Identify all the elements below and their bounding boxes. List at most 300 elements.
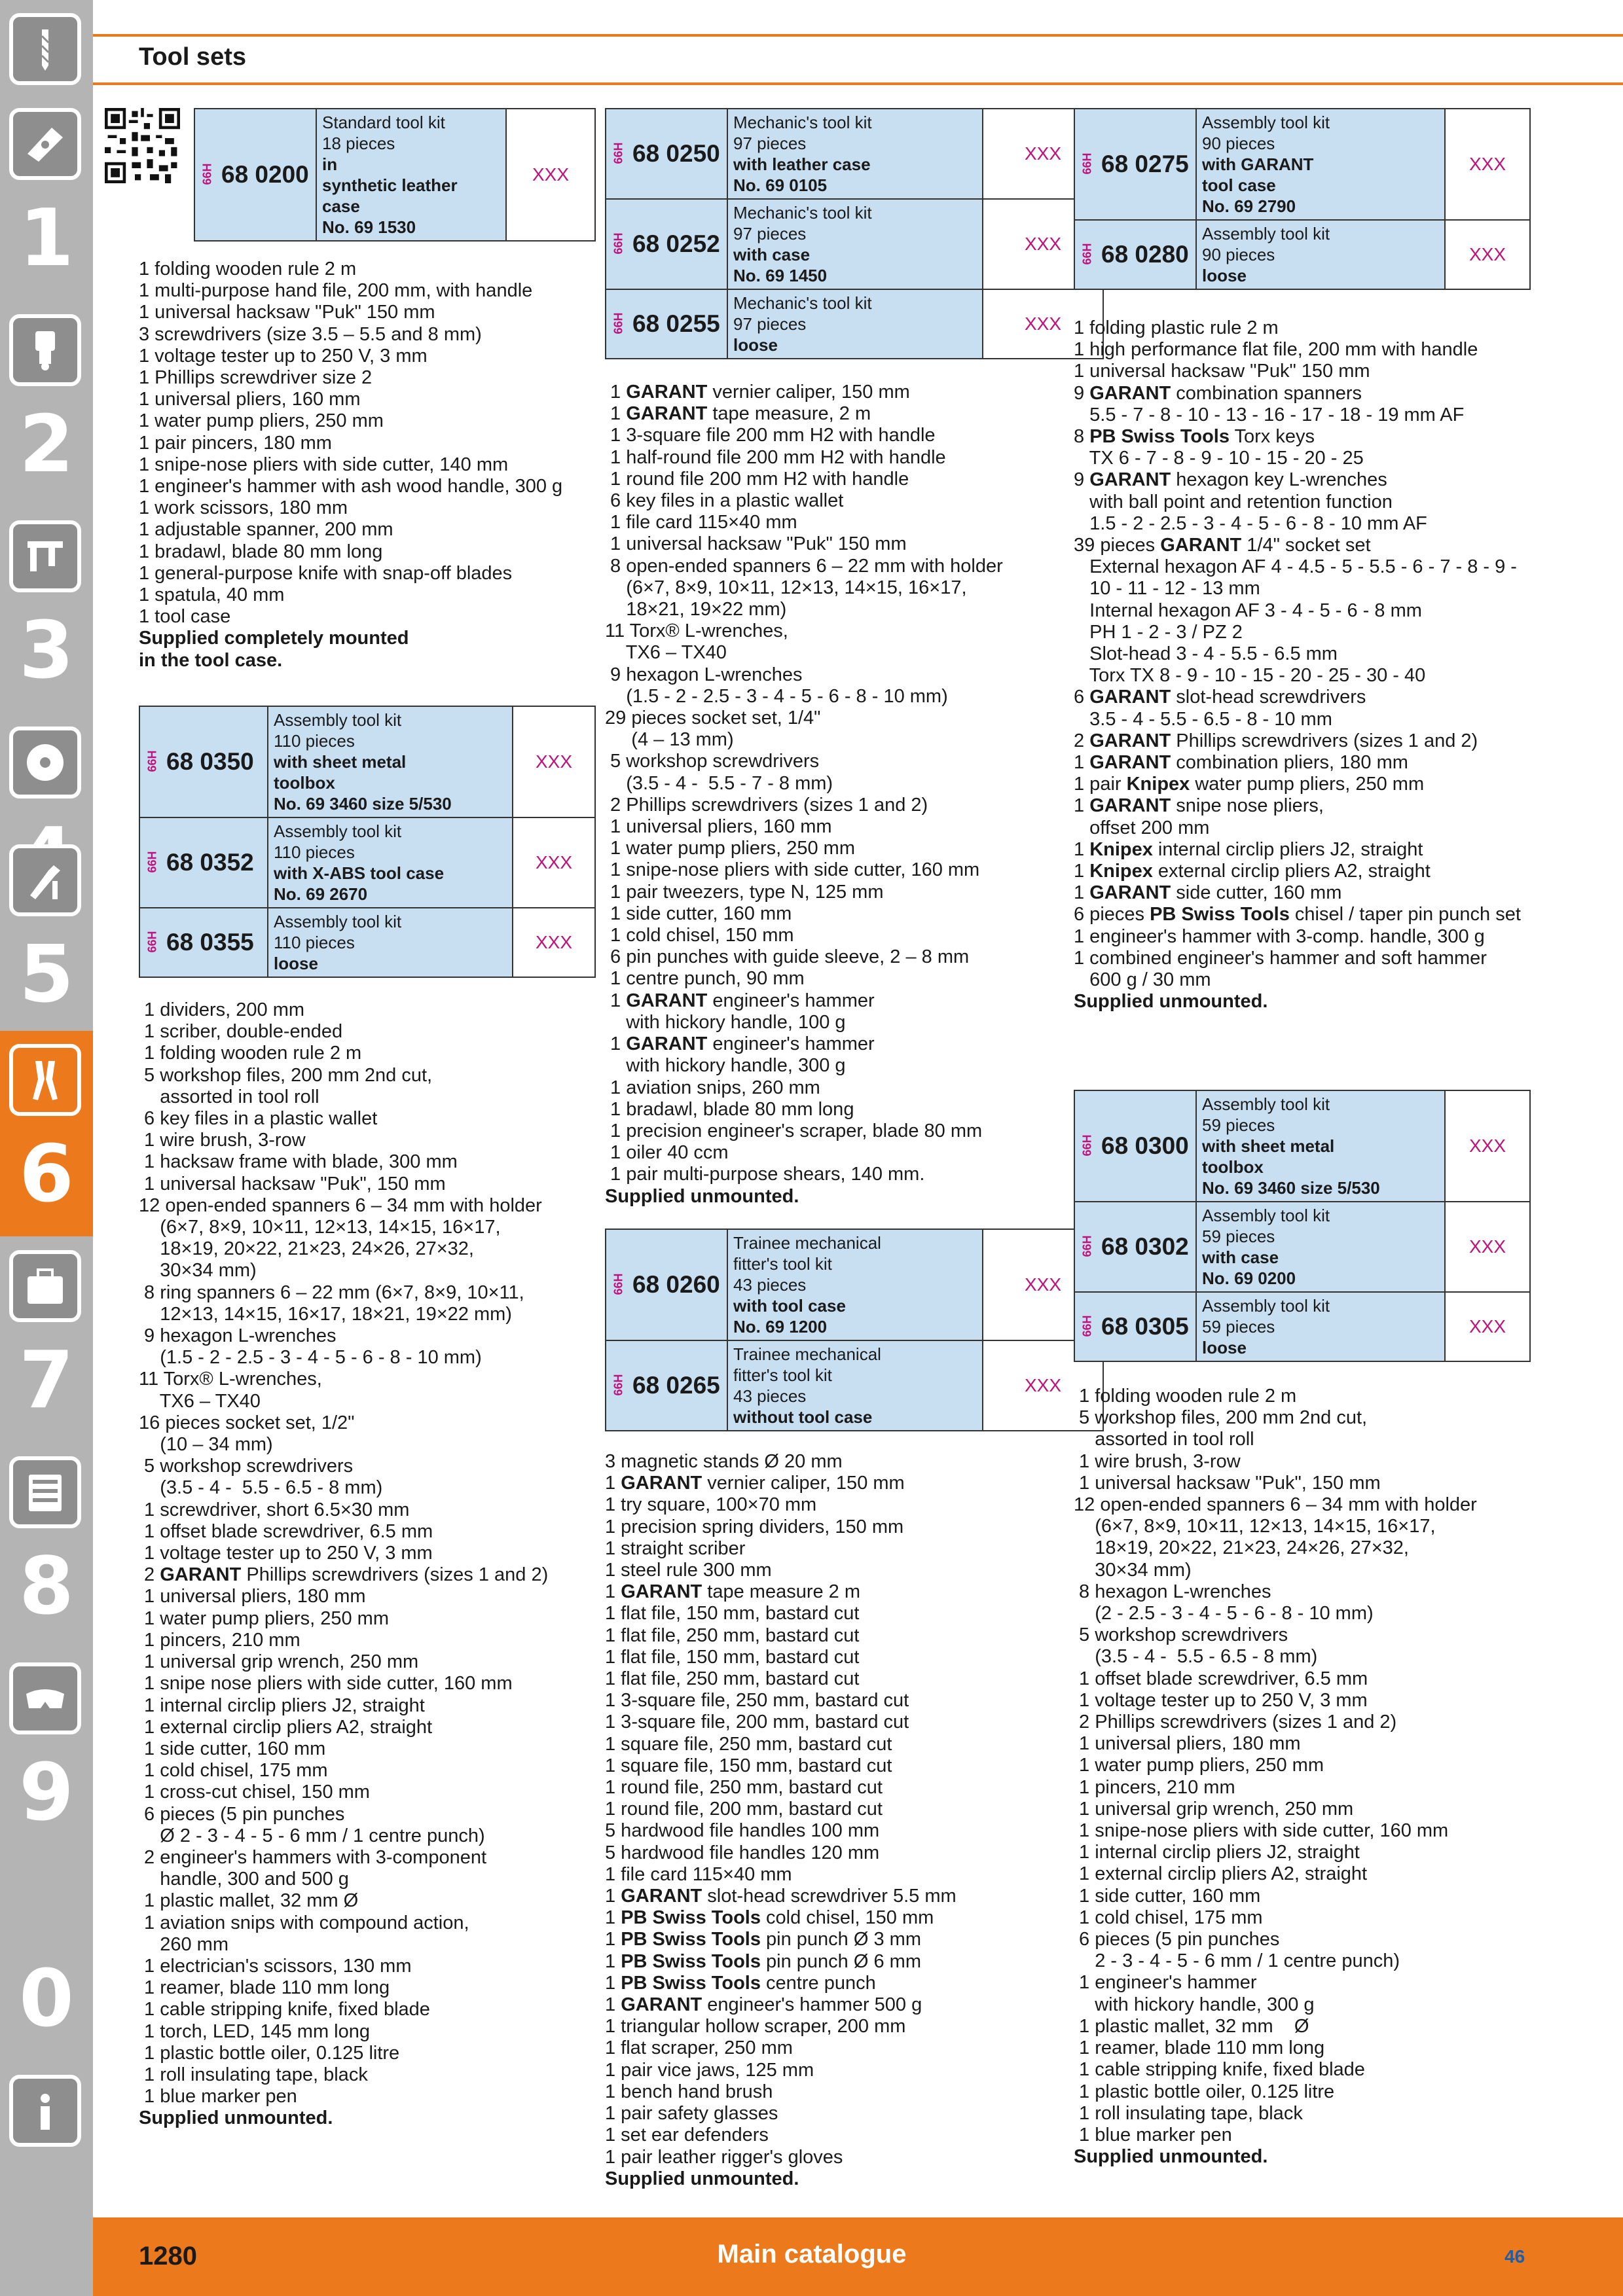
list-item: 1 GARANT engineer's hammer 500 g <box>605 1994 922 2016</box>
description-line: Assembly tool kit <box>1202 1296 1330 1316</box>
description-line: 90 pieces <box>1202 245 1275 264</box>
article-number-cell <box>140 707 268 817</box>
list-item: 1 half-round file 200 mm H2 with handle <box>605 446 946 468</box>
product-table-680200 <box>194 108 596 242</box>
product-row <box>1075 1202 1529 1293</box>
description-line: 110 pieces <box>274 933 355 952</box>
list-item: 1 aviation snips with compound action, <box>139 1912 469 1933</box>
description-line: with X-ABS tool case <box>274 863 445 883</box>
list-item: 1 GARANT engineer's hammer <box>605 990 875 1011</box>
list-item: 8 ring spanners 6 – 22 mm (6×7, 8×9, 10×11, <box>139 1282 524 1303</box>
list-item: 1 voltage tester up to 250 V, 3 mm <box>139 1543 433 1564</box>
article-number-cell <box>140 908 268 977</box>
price: XXX <box>1468 1136 1506 1156</box>
description-line: 59 pieces <box>1202 1317 1275 1336</box>
article-number-cell <box>606 290 728 358</box>
list-item: 1 Knipex external circlip pliers A2, straight <box>1074 861 1431 882</box>
list-item: 11 Torx® L-wrenches, <box>605 620 788 642</box>
list-item: 30×34 mm) <box>139 1260 257 1282</box>
chapter-tab-0[interactable] <box>0 1856 93 2061</box>
list-item: 1 side cutter, 160 mm <box>139 1738 326 1759</box>
chapter-tab-5[interactable] <box>0 831 93 1037</box>
price: XXX <box>1468 244 1506 264</box>
product-row <box>195 109 594 240</box>
list-item: 1 GARANT side cutter, 160 mm <box>1074 882 1342 904</box>
list-item: 1 try square, 100×70 mm <box>605 1494 817 1516</box>
description-line: No. 69 1530 <box>322 217 416 237</box>
list-item: 1 electrician's scissors, 130 mm <box>139 1955 412 1977</box>
price: XXX <box>1024 314 1062 334</box>
description-line: Assembly tool kit <box>274 821 402 841</box>
list-item: 1 cross-cut chisel, 150 mm <box>139 1782 370 1803</box>
list-item: 1 folding wooden rule 2 m <box>1074 1386 1297 1407</box>
price: XXX <box>1468 154 1506 174</box>
list-item: 1 reamer, blade 110 mm long <box>139 1977 390 1999</box>
list-item: 1 hacksaw frame with blade, 300 mm <box>139 1151 458 1173</box>
list-item: 6 key files in a plastic wallet <box>139 1108 378 1130</box>
list-item: 8 PB Swiss Tools Torx keys <box>1074 426 1315 448</box>
contents-list-680250 <box>605 382 1003 1208</box>
chapter-tab-info[interactable] <box>0 2062 93 2267</box>
drill-bit-icon <box>9 13 81 85</box>
description-line: loose <box>1202 266 1247 285</box>
list-item: 1 engineer's hammer with 3-comp. handle, 300 g <box>1074 925 1485 947</box>
list-item: 1 screwdriver, short 6.5×30 mm <box>139 1499 410 1520</box>
article-number: 68 0250 <box>632 140 720 167</box>
list-item: 1 snipe nose pliers with side cutter, 160 mm <box>139 1673 513 1695</box>
list-item: 1 Phillips screwdriver size 2 <box>139 367 373 389</box>
list-item: 1 GARANT tape measure, 2 m <box>605 403 871 425</box>
list-item: 1 universal hacksaw "Puk" 150 mm <box>605 533 907 555</box>
chapter-tab-9[interactable] <box>0 1649 93 1855</box>
list-item: Torx TX 8 - 9 - 10 - 15 - 20 - 25 - 30 - 40 <box>1074 665 1426 687</box>
description-line: No. 69 3460 size 5/530 <box>1202 1178 1380 1198</box>
list-item: 1 GARANT combination pliers, 180 mm <box>1074 752 1408 774</box>
product-description <box>728 200 983 289</box>
description-line: No. 69 2790 <box>1202 196 1296 216</box>
contents-list-680200 <box>139 259 562 672</box>
list-item: 5.5 - 7 - 8 - 10 - 13 - 16 - 17 - 18 - 19 mm AF <box>1074 404 1465 425</box>
product-row <box>140 908 594 977</box>
price: XXX <box>1024 1375 1062 1395</box>
list-item: 2 - 3 - 4 - 5 - 6 mm / 1 centre punch) <box>1074 1950 1400 1972</box>
list-item: 1 square file, 250 mm, bastard cut <box>605 1733 892 1755</box>
description-line: loose <box>733 335 778 355</box>
list-item: 1 precision engineer's scraper, blade 80 mm <box>605 1120 983 1141</box>
price: XXX <box>535 751 573 772</box>
list-item: 1 snipe-nose pliers with side cutter, 140 mm <box>139 454 509 475</box>
list-item: 1 Knipex internal circlip pliers J2, straight <box>1074 838 1423 860</box>
list-item: 1 bradawl, blade 80 mm long <box>139 541 383 562</box>
catalogue-label: Main catalogue <box>717 2240 907 2269</box>
list-item: 9 GARANT hexagon key L-wrenches <box>1074 469 1387 491</box>
description-line: synthetic leather <box>322 175 458 195</box>
list-item: 11 Torx® L-wrenches, <box>139 1369 322 1390</box>
list-item: 1 wire brush, 3-row <box>1074 1450 1241 1472</box>
product-table-680260 <box>605 1229 1104 1431</box>
price: XXX <box>1024 1274 1062 1295</box>
list-item: 9 GARANT combination spanners <box>1074 382 1362 404</box>
list-item: 1 straight scriber <box>605 1537 746 1559</box>
chapter-tab-3[interactable] <box>0 507 93 713</box>
qr-code[interactable] <box>105 108 180 183</box>
description-line: case <box>322 196 360 216</box>
chapter-tab-8[interactable] <box>0 1443 93 1649</box>
list-item: assorted in tool roll <box>1074 1429 1254 1450</box>
description-line: No. 69 0105 <box>733 175 828 195</box>
description-line: with tool case <box>733 1296 846 1316</box>
description-line: toolbox <box>1202 1157 1264 1177</box>
list-item: 1 offset blade screwdriver, 6.5 mm <box>1074 1668 1368 1689</box>
description-line: with GARANT <box>1202 154 1314 174</box>
chapter-number: 1 <box>19 193 74 284</box>
list-item: assorted in tool roll <box>139 1086 319 1107</box>
list-item: (1.5 - 2 - 2.5 - 3 - 4 - 5 - 6 - 8 - 10 mm) <box>139 1347 482 1369</box>
list-item: 1 universal grip wrench, 250 mm <box>139 1651 419 1673</box>
pliers-icon <box>9 1044 81 1116</box>
description-line: 110 pieces <box>274 731 355 751</box>
contents-list-680350 <box>139 999 548 2130</box>
list-item: 1 tool case <box>139 606 231 628</box>
list-item: 1 PB Swiss Tools pin punch Ø 6 mm <box>605 1950 921 1972</box>
list-item: 6 pin punches with guide sleeve, 2 – 8 mm <box>605 946 970 968</box>
list-item: 1 pair tweezers, type N, 125 mm <box>605 881 884 903</box>
list-item: 5 workshop screwdrivers <box>605 751 820 772</box>
page-number: 1280 <box>139 2242 197 2270</box>
price-group: 66H <box>1080 1314 1094 1336</box>
chapter-number: 8 <box>19 1541 74 1632</box>
article-number: 68 0200 <box>221 161 309 188</box>
price-group: 66H <box>611 312 625 334</box>
list-item: 12 open-ended spanners 6 – 34 mm with holder <box>1074 1494 1477 1516</box>
product-row <box>606 200 1103 290</box>
product-row <box>606 290 1103 358</box>
list-item: 1 high performance flat file, 200 mm with handle <box>1074 339 1478 361</box>
list-item: 1 combined engineer's hammer and soft hammer <box>1074 947 1487 969</box>
description-line: without tool case <box>733 1407 873 1427</box>
list-item: 18×19, 20×22, 21×23, 24×26, 27×32, <box>1074 1537 1409 1559</box>
list-item: 2 GARANT Phillips screwdrivers (sizes 1 and 2) <box>139 1564 549 1586</box>
list-item: 1 side cutter, 160 mm <box>1074 1885 1261 1907</box>
list-item: 1 round file 200 mm H2 with handle <box>605 468 909 490</box>
list-item: 1 universal pliers, 160 mm <box>139 389 361 410</box>
list-item: 1 water pump pliers, 250 mm <box>605 838 855 859</box>
list-item: 3 magnetic stands Ø 20 mm <box>605 1451 843 1472</box>
description-line: Mechanic's tool kit <box>733 113 872 132</box>
list-item: 1 roll insulating tape, black <box>1074 2102 1303 2124</box>
list-item: 1 engineer's hammer with ash wood handle, 300 g <box>139 476 563 497</box>
description-line: tool case <box>1202 175 1276 195</box>
list-item: 1 pair pincers, 180 mm <box>139 432 332 454</box>
list-item: 1 cable stripping knife, fixed blade <box>1074 2059 1365 2081</box>
supply-note: Supplied unmounted. <box>605 1185 799 1207</box>
list-item: 1 internal circlip pliers J2, straight <box>139 1695 425 1716</box>
list-item: External hexagon AF 4 - 4.5 - 5 - 5.5 - 6 - 7 - 8 - 9 - <box>1074 556 1517 578</box>
list-item: 1 spatula, 40 mm <box>139 584 285 606</box>
list-item: with hickory handle, 100 g <box>605 1011 846 1033</box>
list-item: 39 pieces GARANT 1/4" socket set <box>1074 535 1371 556</box>
product-row <box>606 1341 1103 1430</box>
product-table-680250 <box>605 108 1104 359</box>
list-item: (10 – 34 mm) <box>139 1434 273 1456</box>
list-item: 1 folding wooden rule 2 m <box>139 259 357 279</box>
workbench-icon <box>9 1456 81 1528</box>
list-item: 1 voltage tester up to 250 V, 3 mm <box>139 345 428 367</box>
price-group: 66H <box>145 749 159 772</box>
list-item: (6×7, 8×9, 10×11, 12×13, 14×15, 16×17, <box>1074 1516 1436 1537</box>
product-description <box>1197 1202 1446 1291</box>
price: XXX <box>535 852 573 872</box>
description-line: Mechanic's tool kit <box>733 293 872 313</box>
description-line: Assembly tool kit <box>1202 1094 1330 1114</box>
description-line: 110 pieces <box>274 842 355 862</box>
chapter-sidebar <box>0 0 93 2296</box>
list-item: 1 PB Swiss Tools centre punch <box>605 1972 876 1994</box>
article-number: 68 0280 <box>1101 241 1189 268</box>
contents-list-680260 <box>605 1451 957 2190</box>
product-table-680350 <box>139 706 596 978</box>
list-item: 600 g / 30 mm <box>1074 969 1211 991</box>
product-description <box>1197 1091 1446 1201</box>
description-line: 59 pieces <box>1202 1115 1275 1135</box>
product-description <box>1197 109 1446 219</box>
price: XXX <box>535 932 573 952</box>
description-line: Assembly tool kit <box>1202 1206 1330 1225</box>
list-item: 1 universal hacksaw "Puk" 150 mm <box>139 302 435 323</box>
list-item: 1 snipe-nose pliers with side cutter, 160 mm <box>605 859 980 881</box>
list-item: 1 flat file, 150 mm, bastard cut <box>605 1603 860 1624</box>
list-item: 1 plastic mallet, 32 mm Ø <box>1074 2015 1309 2037</box>
description-line: No. 69 0200 <box>1202 1268 1296 1288</box>
list-item: 1 offset blade screwdriver, 6.5 mm <box>139 1520 433 1542</box>
description-line: 43 pieces <box>733 1275 807 1295</box>
price-group: 66H <box>611 1272 625 1295</box>
list-item: 1 engineer's hammer <box>1074 1972 1257 1994</box>
description-line: fitter's tool kit <box>733 1365 832 1385</box>
list-item: 2 engineer's hammers with 3-component <box>139 1846 487 1868</box>
article-number: 68 0255 <box>632 310 720 337</box>
chapter-number: 3 <box>19 605 74 696</box>
description-line: 97 pieces <box>733 134 807 153</box>
product-row <box>140 707 594 818</box>
tool-holder-icon <box>9 314 81 386</box>
product-description <box>268 908 513 977</box>
list-item: 1 wire brush, 3-row <box>139 1130 306 1151</box>
product-description <box>728 109 983 198</box>
description-line: Standard tool kit <box>322 113 445 132</box>
list-item: 1 3-square file, 200 mm, bastard cut <box>605 1712 909 1733</box>
supply-note: in the tool case. <box>139 649 283 671</box>
supply-note: Supplied completely mounted <box>139 628 409 649</box>
contents-list-680300 <box>1074 1386 1477 2168</box>
supply-note: Supplied unmounted. <box>1074 2146 1268 2168</box>
product-row <box>606 1230 1103 1341</box>
description-line: 59 pieces <box>1202 1227 1275 1246</box>
price: XXX <box>1468 1236 1506 1257</box>
list-item: 1 cold chisel, 175 mm <box>139 1760 328 1782</box>
list-item: 2 GARANT Phillips screwdrivers (sizes 1 and 2) <box>1074 730 1478 751</box>
product-description <box>268 707 513 817</box>
list-item: 6 key files in a plastic wallet <box>605 490 844 512</box>
list-item: 1 water pump pliers, 250 mm <box>139 410 384 432</box>
list-item: 9 hexagon L-wrenches <box>605 664 803 685</box>
article-number-cell <box>1075 109 1197 219</box>
list-item: 1 general-purpose knife with snap-off blades <box>139 562 513 584</box>
product-description <box>728 1230 983 1340</box>
price: XXX <box>1024 234 1062 254</box>
list-item: 1 bradawl, blade 80 mm long <box>605 1098 854 1120</box>
article-number-cell <box>1075 1202 1197 1291</box>
list-item: (6×7, 8×9, 10×11, 12×13, 14×15, 16×17, <box>605 577 967 598</box>
price-group: 66H <box>611 232 625 254</box>
list-item: 1 plastic bottle oiler, 0.125 litre <box>139 2042 400 2064</box>
article-number: 68 0352 <box>166 849 254 876</box>
list-item: 5 workshop screwdrivers <box>139 1456 354 1477</box>
chapter-tab-2[interactable] <box>0 301 93 507</box>
product-row <box>1075 1091 1529 1202</box>
list-item: 1 GARANT vernier caliper, 150 mm <box>605 382 910 403</box>
list-item: (2 - 2.5 - 3 - 4 - 5 - 6 - 8 - 10 mm) <box>1074 1603 1374 1624</box>
chapter-number: 9 <box>19 1748 74 1839</box>
product-row <box>1075 1293 1529 1361</box>
article-number: 68 0252 <box>632 230 720 257</box>
list-item: 1 set ear defenders <box>605 2125 769 2146</box>
list-item: 1 scriber, double-ended <box>139 1021 343 1043</box>
list-item: 5 workshop files, 200 mm 2nd cut, <box>139 1064 433 1086</box>
chapter-tab-7[interactable] <box>0 1237 93 1443</box>
list-item: 1 universal hacksaw "Puk" 150 mm <box>1074 361 1370 382</box>
description-line: Trainee mechanical <box>733 1233 881 1253</box>
product-row <box>140 818 594 908</box>
list-item: 1 external circlip pliers A2, straight <box>1074 1863 1368 1885</box>
list-item: handle, 300 and 500 g <box>139 1869 349 1890</box>
article-number-cell <box>606 109 728 198</box>
product-description <box>268 818 513 907</box>
list-item: 1 blue marker pen <box>139 2086 297 2108</box>
list-item: 1 cold chisel, 150 mm <box>605 925 794 946</box>
list-item: (3.5 - 4 - 5.5 - 7 - 8 mm) <box>605 772 833 794</box>
article-number-cell <box>1075 221 1197 289</box>
list-item: (3.5 - 4 - 5.5 - 6.5 - 8 mm) <box>1074 1646 1318 1668</box>
list-item: 1 roll insulating tape, black <box>139 2064 368 2085</box>
description-line: loose <box>274 954 318 973</box>
list-item: 8 open-ended spanners 6 – 22 mm with holder <box>605 555 1003 577</box>
list-item: with ball point and retention function <box>1074 491 1393 512</box>
list-item: 1 centre punch, 90 mm <box>605 968 805 990</box>
list-item: 1 pincers, 210 mm <box>139 1629 301 1651</box>
list-item: 8 hexagon L-wrenches <box>1074 1581 1271 1602</box>
list-item: 1 oiler 40 ccm <box>605 1142 729 1164</box>
description-line: with leather case <box>733 154 871 174</box>
list-item: 1 blue marker pen <box>1074 2124 1232 2145</box>
price-group: 66H <box>611 1373 625 1395</box>
list-item: 1 universal hacksaw "Puk", 150 mm <box>139 1173 446 1194</box>
list-item: 1 multi-purpose hand file, 200 mm, with handle <box>139 280 533 302</box>
list-item: 12×13, 14×15, 16×17, 18×21, 19×22 mm) <box>139 1303 512 1325</box>
supply-note: Supplied unmounted. <box>1074 991 1268 1013</box>
list-item: 1 water pump pliers, 250 mm <box>1074 1755 1324 1776</box>
list-item: 1 water pump pliers, 250 mm <box>139 1607 389 1629</box>
description-line: No. 69 1200 <box>733 1317 828 1336</box>
list-item: TX6 – TX40 <box>605 642 727 664</box>
list-item: 1 3-square file 200 mm H2 with handle <box>605 425 936 446</box>
list-item: 5 hardwood file handles 100 mm <box>605 1820 880 1842</box>
chapter-number: 6 <box>19 1129 74 1220</box>
product-table-680300 <box>1074 1090 1531 1362</box>
article-number: 68 0260 <box>632 1271 720 1298</box>
list-item: 1 pair Knipex water pump pliers, 250 mm <box>1074 774 1425 795</box>
tool-case-icon <box>9 1250 81 1322</box>
cutting-insert-icon <box>9 108 81 180</box>
list-item: 1 reamer, blade 110 mm long <box>1074 2037 1325 2059</box>
chapter-number: 5 <box>19 929 74 1020</box>
list-item: 1 voltage tester up to 250 V, 3 mm <box>1074 1689 1368 1711</box>
list-item: 1 3-square file, 250 mm, bastard cut <box>605 1690 909 1712</box>
list-item: 1 internal circlip pliers J2, straight <box>1074 1842 1360 1863</box>
list-item: 1 torch, LED, 145 mm long <box>139 2020 370 2042</box>
list-item: 1 GARANT vernier caliper, 150 mm <box>605 1473 905 1494</box>
article-number-cell <box>1075 1293 1197 1361</box>
list-item: 1 side cutter, 160 mm <box>605 903 792 924</box>
list-item: 6 pieces (5 pin punches <box>139 1803 345 1825</box>
list-item: 1 work scissors, 180 mm <box>139 497 348 519</box>
list-item: 1 precision spring dividers, 150 mm <box>605 1516 904 1537</box>
chapter-number: 0 <box>19 1954 74 2045</box>
price-group: 66H <box>145 850 159 872</box>
price: XXX <box>1468 1316 1506 1336</box>
description-line: 18 pieces <box>322 134 395 153</box>
price-group: 66H <box>1080 242 1094 264</box>
list-item: 9 hexagon L-wrenches <box>139 1325 337 1347</box>
description-line: in <box>322 154 338 174</box>
description-line: Mechanic's tool kit <box>733 203 872 223</box>
list-item: (6×7, 8×9, 10×11, 12×13, 14×15, 16×17, <box>139 1217 501 1238</box>
list-item: 1 GARANT tape measure 2 m <box>605 1581 861 1603</box>
list-item: 1 round file, 200 mm, bastard cut <box>605 1799 883 1820</box>
list-item: 1 plastic mallet, 32 mm Ø <box>139 1890 359 1912</box>
description-line: with sheet metal <box>1202 1136 1335 1156</box>
list-item: 30×34 mm) <box>1074 1559 1192 1581</box>
description-line: 97 pieces <box>733 224 807 243</box>
list-item: 18×21, 19×22 mm) <box>605 599 787 620</box>
list-item: Slot-head 3 - 4 - 5.5 - 6.5 mm <box>1074 643 1338 665</box>
list-item: 1 universal grip wrench, 250 mm <box>1074 1798 1354 1820</box>
article-number: 68 0275 <box>1101 151 1189 177</box>
product-description <box>728 1341 983 1430</box>
description-line: No. 69 1450 <box>733 266 828 285</box>
list-item: 1 pair leather rigger's gloves <box>605 2146 843 2168</box>
product-row <box>1075 221 1529 289</box>
price-group: 66H <box>145 930 159 952</box>
list-item: 1 round file, 250 mm, bastard cut <box>605 1777 883 1799</box>
list-item: 12 open-ended spanners 6 – 34 mm with holder <box>139 1194 542 1216</box>
list-item: 29 pieces socket set, 1/4" <box>605 708 821 729</box>
list-item: 1 flat file, 250 mm, bastard cut <box>605 1624 860 1646</box>
list-item: 1 universal pliers, 180 mm <box>139 1586 366 1607</box>
price: XXX <box>532 164 570 185</box>
article-number: 68 0265 <box>632 1372 720 1399</box>
chapter-tab-6[interactable] <box>0 1031 93 1236</box>
grinding-disc-icon <box>9 726 81 798</box>
price-group: 66H <box>1080 1234 1094 1257</box>
list-item: 1 universal hacksaw "Puk", 150 mm <box>1074 1472 1381 1494</box>
list-item: Ø 2 - 3 - 4 - 5 - 6 mm / 1 centre punch) <box>139 1825 485 1846</box>
list-item: 1 GARANT snipe nose pliers, <box>1074 795 1324 817</box>
chapter-tab-1[interactable] <box>0 95 93 300</box>
list-item: (4 – 13 mm) <box>605 729 734 751</box>
product-description <box>317 109 507 240</box>
product-row <box>1075 109 1529 221</box>
